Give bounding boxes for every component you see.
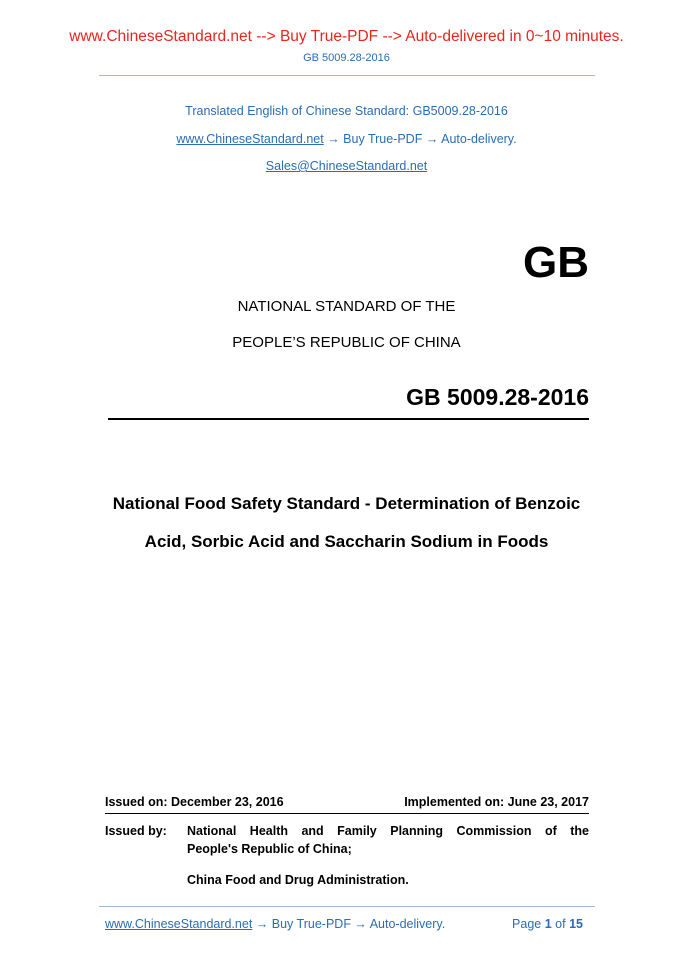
national-standard-line2: PEOPLE’S REPUBLIC OF CHINA <box>232 334 461 351</box>
gb-mark: GB <box>523 238 589 287</box>
footer-site-line <box>105 917 445 931</box>
translated-note: Translated English of Chinese Standard: GB5009.28-2016 <box>185 104 508 118</box>
implemented-on: Implemented on: June 23, 2017 <box>404 795 589 809</box>
issuer1-line1: National Health and Family Planning Commission of the <box>187 824 589 838</box>
footer-site-rest: → Buy True-PDF → Auto-delivery. <box>255 917 446 931</box>
issuer2: China Food and Drug Administration. <box>187 873 409 887</box>
of-label: of <box>555 917 566 931</box>
page-total: 15 <box>569 917 583 931</box>
header-divider <box>99 75 595 76</box>
promo-banner[interactable]: www.ChineseStandard.net --> Buy True-PDF --> Auto-delivered in 0~10 minutes. <box>69 28 624 45</box>
intro-site-link[interactable]: www.ChineseStandard.net <box>176 132 324 146</box>
title-line1: National Food Safety Standard - Determination of Benzoic <box>112 494 581 513</box>
email-link[interactable]: Sales@ChineseStandard.net <box>265 159 428 173</box>
issued-on: Issued on: December 23, 2016 <box>105 795 284 809</box>
standard-number-rule <box>108 418 589 420</box>
national-standard-line1: NATIONAL STANDARD OF THE <box>237 298 456 315</box>
standard-number: GB 5009.28-2016 <box>406 384 589 410</box>
footer-divider <box>99 906 595 907</box>
footer-site-link[interactable]: www.ChineseStandard.net <box>105 917 253 931</box>
page-indicator <box>512 917 583 931</box>
intro-site-rest: → Buy True-PDF → Auto-delivery. <box>327 132 517 146</box>
intro-site-line <box>0 132 693 146</box>
issuer1-line2: People's Republic of China; <box>187 842 352 856</box>
page-number: 1 <box>544 917 552 931</box>
header-standard-code: GB 5009.28-2016 <box>303 52 390 64</box>
issued-by-label: Issued by: <box>105 824 167 838</box>
email-line <box>0 159 693 173</box>
title-line2: Acid, Sorbic Acid and Saccharin Sodium in Foods <box>144 532 549 551</box>
page-label: Page <box>512 917 542 931</box>
issue-rule <box>105 813 589 814</box>
